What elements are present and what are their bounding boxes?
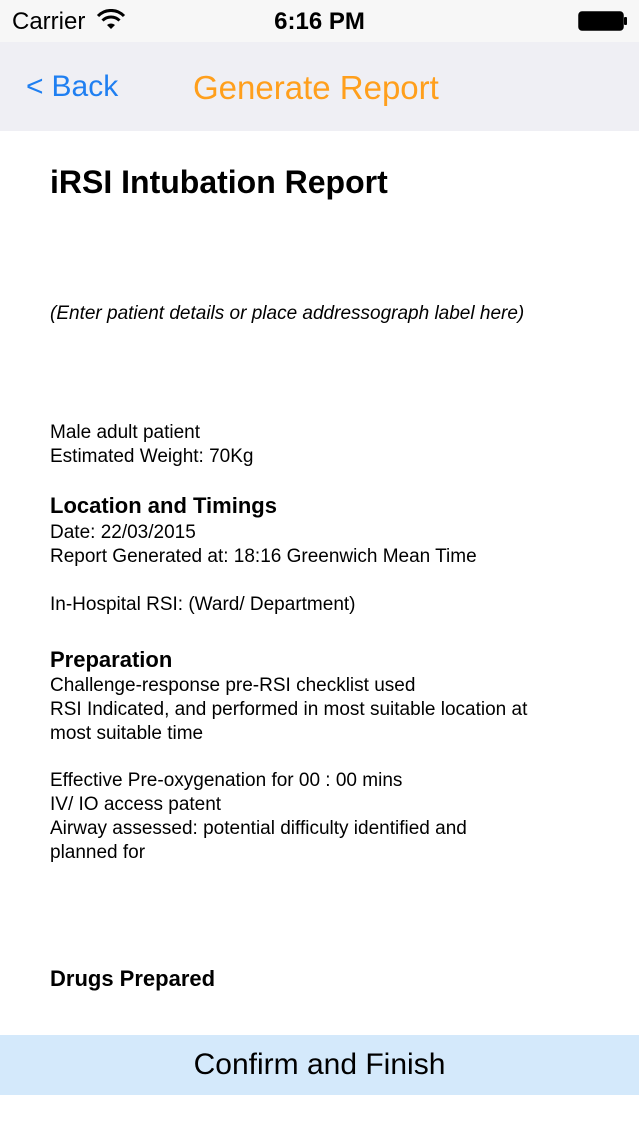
- location-heading: Location and Timings: [50, 493, 277, 518]
- patient-description: Male adult patient: [50, 422, 200, 443]
- page-title: Generate Report: [193, 69, 439, 106]
- in-hospital-location: In-Hospital RSI: (Ward/ Department): [50, 594, 356, 615]
- preparation-line: IV/ IO access patent: [50, 794, 222, 815]
- status-time: 6:16 PM: [274, 8, 365, 35]
- drugs-heading: Drugs Prepared: [50, 966, 216, 991]
- navigation-bar: [0, 42, 639, 131]
- preparation-line: RSI Indicated, and performed in most suitable location at: [50, 699, 528, 720]
- back-button[interactable]: [26, 70, 118, 104]
- preparation-line: Effective Pre-oxygenation for 00 : 00 mins: [50, 770, 403, 791]
- preparation-line: planned for: [50, 842, 146, 863]
- patient-details-hint: (Enter patient details or place addressograph label here): [50, 303, 525, 324]
- confirm-and-finish-button[interactable]: Confirm and Finish: [0, 1035, 639, 1095]
- preparation-line: Challenge-response pre-RSI checklist used: [50, 675, 416, 696]
- report-title: iRSI Intubation Report: [50, 164, 388, 200]
- back-label: Back: [51, 70, 119, 103]
- carrier-label: Carrier: [12, 8, 86, 35]
- preparation-line: Airway assessed: potential difficulty identified and: [50, 818, 467, 839]
- battery-icon: [578, 11, 628, 31]
- patient-weight: Estimated Weight: 70Kg: [50, 446, 254, 467]
- chevron-left-icon: <: [26, 70, 44, 103]
- report-date: Date: 22/03/2015: [50, 522, 196, 543]
- preparation-heading: Preparation: [50, 647, 173, 672]
- status-bar: [0, 0, 639, 42]
- preparation-line: most suitable time: [50, 723, 204, 744]
- report-generated-time: Report Generated at: 18:16 Greenwich Mean Time: [50, 546, 477, 567]
